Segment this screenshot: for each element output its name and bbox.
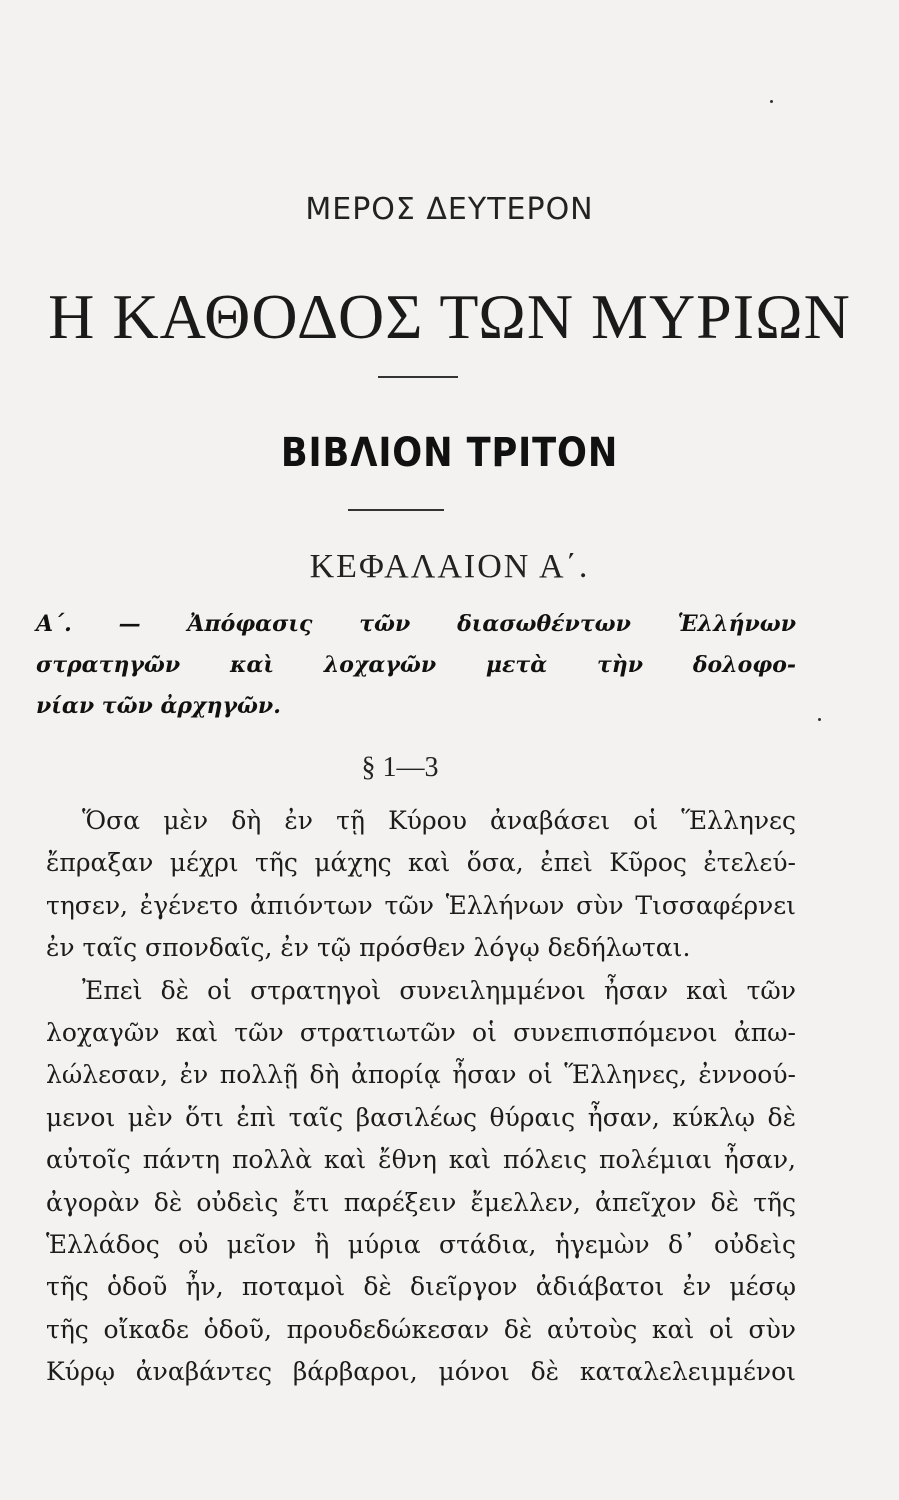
title-divider	[378, 376, 458, 378]
text-line: Ἑλλάδος οὐ μεῖον ἢ μύρια στάδια, ἡγεμὼν δ᾽ οὐδεὶς	[46, 1229, 796, 1259]
print-speck	[818, 718, 821, 721]
summary-line: Α΄. — Ἀπόφασις τῶν διασωθέντων Ἑλλήνων	[36, 611, 796, 637]
text-line: τῆς ὁδοῦ ἦν, ποταμοὶ δὲ διεῖργον ἀδιάβατοι ἐν μέσῳ	[46, 1272, 796, 1302]
text-line: ἐν ταῖς σπονδαῖς, ἐν τῷ πρόσθεν λόγῳ δεδήλωται.	[46, 933, 691, 963]
text-line: Ὅσα μὲν δὴ ἐν τῇ Κύρου ἀναβάσει οἱ Ἕλληνες	[82, 806, 796, 835]
text-line: λώλεσαν, ἐν πολλῇ δὴ ἀπορίᾳ ἦσαν οἱ Ἕλληνες, ἐννοού-	[46, 1060, 796, 1090]
subtitle-divider	[348, 509, 444, 511]
text-line: μενοι μὲν ὅτι ἐπὶ ταῖς βασιλέως θύραις ἦσαν, κύκλῳ δὲ	[46, 1102, 796, 1132]
summary-line: νίαν τῶν ἀρχηγῶν.	[36, 693, 281, 719]
text-line: αὐτοῖς πάντη πολλὰ καὶ ἔθνη καὶ πόλεις πολέμιαι ἦσαν,	[46, 1145, 796, 1175]
text-line: Ἐπεὶ δὲ οἱ στρατηγοὶ συνειλημμένοι ἦσαν καὶ τῶν	[82, 975, 796, 1005]
chapter-heading: ΚΕΦΑΛΑΙΟΝ Α΄.	[309, 548, 590, 585]
text-line: λοχαγῶν καὶ τῶν στρατιωτῶν οἱ συνεπισπόμενοι ἀπω-	[46, 1017, 796, 1047]
text-line: Κύρῳ ἀναβάντες βάρβαροι, μόνοι δὲ καταλελειμμένοι	[46, 1357, 796, 1387]
print-speck	[770, 100, 773, 103]
summary-line: στρατηγῶν καὶ λοχαγῶν μετὰ τὴν δολοφο-	[36, 652, 796, 678]
text-line: τῆς οἴκαδε ὁδοῦ, προυδεδώκεσαν δὲ αὐτοὺς καὶ οἱ σὺν	[46, 1314, 796, 1344]
text-line: τησεν, ἐγένετο ἀπιόντων τῶν Ἑλλήνων σὺν Τισσαφέρνει	[46, 890, 796, 920]
section-reference: § 1—3	[361, 752, 439, 783]
book-title: Η ΚΑΘΟΔΟΣ ΤΩΝ ΜΥΡΙΩΝ	[48, 281, 851, 352]
chapter-summary	[36, 604, 796, 727]
book-subtitle: ΒΙΒΛΙΟΝ ΤΡΙΤΟΝ	[280, 430, 619, 476]
body-text	[46, 800, 796, 1393]
text-line: ἀγορὰν δὲ οὐδεὶς ἔτι παρέξειν ἔμελλεν, ἀπεῖχον δὲ τῆς	[46, 1187, 796, 1217]
part-heading: ΜΕΡΟΣ ΔΕΥΤΕΡΟΝ	[305, 192, 594, 227]
text-line: ἔπραξαν μέχρι τῆς μάχης καὶ ὅσα, ἐπεὶ Κῦρος ἐτελεύ-	[46, 848, 796, 878]
